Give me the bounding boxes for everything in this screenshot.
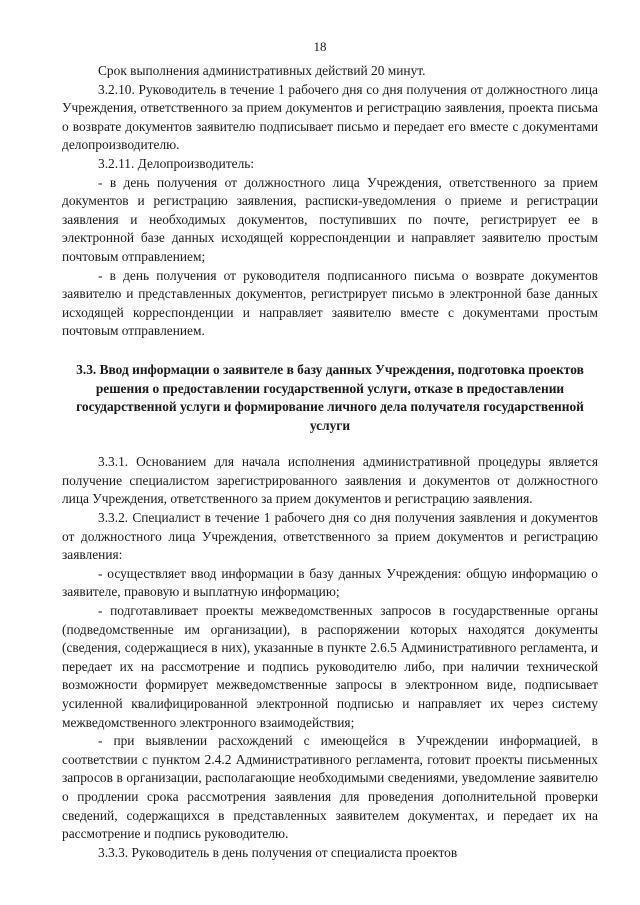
paragraph-3-2-11: 3.2.11. Делопроизводитель:	[98, 155, 255, 171]
paragraph-clerk-receipt: - в день получения от должностного лица Учреждения, ответственного за прием документов и регистрацию заявления, расписки-уведомления о приеме и регистрации заявления и необходимых документов, поступивших по почте, регистрирует ее в электронной базе данных исходящей корреспонденции и направляет заявителю простым почтовым отправлением;	[62, 174, 598, 264]
page-number: 18	[313, 39, 327, 54]
paragraph-clerk-return: - в день получения от руководителя подписанного письма о возврате документов заявителю и представленных документов, регистрирует письмо в электронной базе данных исходящей корреспонденции и направляет заявителю вместе с документами простым почтовым отправлением.	[62, 267, 598, 339]
section-heading-3-3: 3.3. Ввод информации о заявителе в базу данных Учреждения, подготовка проектов решения о предоставлении государственной услуги, отказе в предоставлении государственной услуги и формирование личного дела получателя государственной услуги	[76, 361, 584, 433]
paragraph-discrepancies: - при выявлении расхождений с имеющейся в Учреждении информацией, в соответствии с пунктом 2.4.2 Административного регламента, готовит проекты письменных запросов в организации, располагающие необходимыми сведениями, уведомление заявителю о продлении срока рассмотрения заявления для проведения дополнительной проверки сведений, содержащихся в представленных заявителем документах, и передает их на рассмотрение и подпись руководителю.	[62, 733, 598, 842]
paragraph-3-2-10: 3.2.10. Руководитель в течение 1 рабочего дня со дня получения от должностного лица Учреждения, ответственного за прием документов и регистрацию заявления, проекта письма о возврате документов заявителю подписывает письмо и передает его вместе с документами делопроизводителю.	[62, 81, 598, 153]
paragraph-execution-time: Срок выполнения административных действий 20 минут.	[98, 63, 426, 78]
paragraph-data-entry: - осуществляет ввод информации в базу данных Учреждения: общую информацию о заявителе, правовую и выплатную информацию;	[62, 565, 598, 600]
paragraph-3-3-3: 3.3.3. Руководитель в день получения от специалиста проектов	[98, 844, 458, 860]
document-body	[62, 62, 598, 862]
paragraph-3-3-1: 3.3.1. Основанием для начала исполнения административной процедуры является получение специалистом зарегистрированного заявления и документов от должностного лица Учреждения, ответственного за прием документов и регистрацию заявления.	[62, 454, 598, 507]
paragraph-interagency-requests: - подготавливает проекты межведомственных запросов в государственные органы (подведомственные им организации), в распоряжении которых находятся документы (сведения, содержащиеся в них), указанные в пункте 2.6.5 Административного регламента, и передает их на рассмотрение и подпись руководителю либо, при наличии технической возможности формирует межведомственные запросы в электронном виде, подписывает усиленной квалифицированной электронной подписью и направляет их через систему межведомственного электронного взаимодействия;	[62, 603, 598, 730]
paragraph-3-3-2: 3.3.2. Специалист в течение 1 рабочего дня со дня получения заявления и документов от должностного лица Учреждения, ответственного за прием документов и регистрацию заявления:	[62, 510, 598, 563]
